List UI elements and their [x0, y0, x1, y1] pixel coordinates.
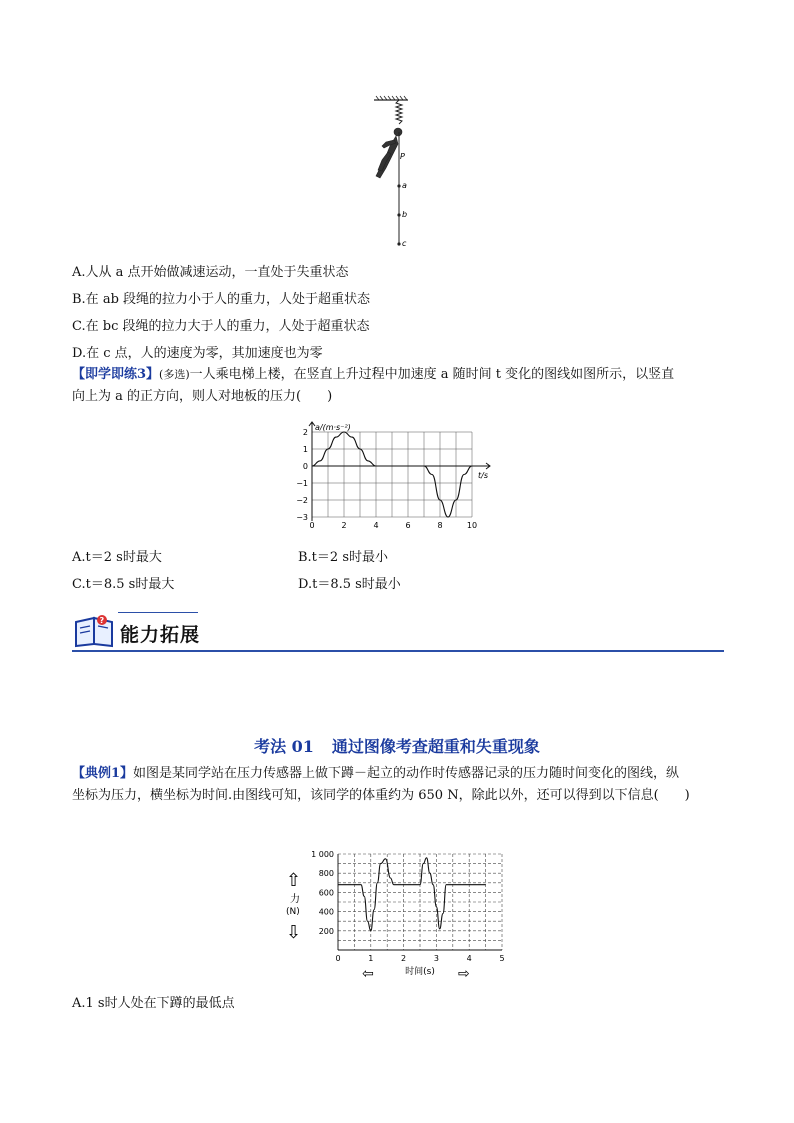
- y-tick-label: 400: [318, 907, 334, 917]
- option-c: C.在 bc 段绳的拉力大于人的重力，人处于超重状态: [72, 319, 370, 334]
- acceleration-chart: [282, 420, 502, 538]
- ex3-option-c: C.t＝8.5 s时最大: [72, 577, 175, 592]
- left-arrow-icon: ⇦: [362, 966, 374, 982]
- label-c: c: [402, 239, 407, 248]
- exercise3-text: [72, 364, 732, 408]
- y-axis-label: a/(m·s⁻²): [315, 423, 351, 432]
- example1-option-a: A.1 s时人处在下蹲的最低点: [72, 996, 235, 1011]
- y-tick-label: 600: [318, 888, 334, 898]
- option-a: A.人从 a 点开始做减速运动，一直处于失重状态: [72, 265, 349, 280]
- ex3-option-b: B.t＝2 s时最小: [298, 550, 388, 565]
- section-divider: [72, 650, 724, 652]
- y-tick-label: 800: [318, 869, 334, 879]
- method-label: 考法 01: [254, 737, 314, 756]
- x-tick-label: 1: [368, 954, 374, 963]
- x-tick-label: 6: [405, 521, 411, 530]
- example1-text: [72, 763, 742, 807]
- x-tick-label: 4: [466, 954, 472, 963]
- exercise3-multi: (多选): [159, 368, 190, 381]
- exercise3-line1: 一人乘电梯上楼，在竖直上升过程中加速度 a 随时间 t 变化的图线如图所示，以竖直: [189, 367, 675, 382]
- option-d: D.在 c 点，人的速度为零，其加速度也为零: [72, 346, 323, 361]
- down-arrow-icon: ⇩: [286, 922, 302, 943]
- y-tick-label: 2: [302, 428, 308, 437]
- example1-tag: 【典例1】: [72, 766, 134, 781]
- y-tick-label: 1 000: [311, 850, 334, 859]
- x-tick-label: 3: [433, 954, 439, 963]
- example1-line2: 坐标为压力，横坐标为时间.由图线可知，该同学的体重约为 650 N，除此以外，还可以得到以下信息( ): [72, 788, 690, 803]
- x-tick-label: 0: [335, 954, 341, 963]
- book-icon: [72, 612, 118, 648]
- label-b: b: [402, 210, 408, 219]
- person-icon: [376, 128, 402, 178]
- method-heading: [0, 734, 794, 757]
- ex3-option-d: D.t＝8.5 s时最小: [298, 577, 401, 592]
- x-tick-label: 8: [437, 521, 443, 530]
- bungee-figure: [360, 94, 420, 252]
- example1-line1: 如图是某同学站在压力传感器上做下蹲－起立的动作时传感器记录的压力随时间变化的图线，纵: [133, 766, 680, 781]
- x-axis-label: 时间(s): [405, 967, 435, 977]
- y-tick-label: 200: [318, 926, 334, 936]
- y-tick-label: −2: [296, 496, 308, 505]
- y-tick-label: 1: [302, 445, 308, 454]
- x-tick-label: 4: [373, 521, 379, 530]
- section-title: 能力拓展: [120, 624, 201, 646]
- x-tick-label: 5: [499, 954, 505, 963]
- svg-text:?: ?: [99, 616, 105, 625]
- label-a: a: [402, 181, 407, 190]
- x-tick-label: 0: [309, 521, 315, 530]
- force-time-chart: [282, 842, 512, 982]
- label-p: P: [400, 152, 405, 161]
- y-tick-label: −3: [296, 513, 308, 522]
- ex3-option-a: A.t＝2 s时最大: [72, 550, 162, 565]
- force-series-line: [338, 858, 486, 931]
- x-tick-label: 2: [401, 954, 407, 963]
- x-tick-label: 2: [341, 521, 347, 530]
- spring-coil: [396, 100, 402, 124]
- force-unit-label: (N): [286, 907, 300, 917]
- force-axis-label: 力: [290, 894, 300, 905]
- exercise3-tag: 【即学即练3】: [72, 367, 160, 382]
- x-tick-label: 10: [466, 521, 478, 530]
- title-overline: [118, 612, 198, 613]
- option-b: B.在 ab 段绳的拉力小于人的重力，人处于超重状态: [72, 292, 371, 307]
- up-arrow-icon: ⇧: [286, 870, 302, 891]
- method-title: 通过图像考查超重和失重现象: [331, 737, 540, 756]
- y-tick-label: 0: [302, 462, 308, 471]
- x-axis-label: t/s: [478, 471, 488, 480]
- section-header: [72, 610, 724, 652]
- y-tick-label: −1: [296, 479, 308, 488]
- exercise3-line2: 向上为 a 的正方向，则人对地板的压力( ): [72, 389, 333, 404]
- right-arrow-icon: ⇨: [458, 966, 470, 982]
